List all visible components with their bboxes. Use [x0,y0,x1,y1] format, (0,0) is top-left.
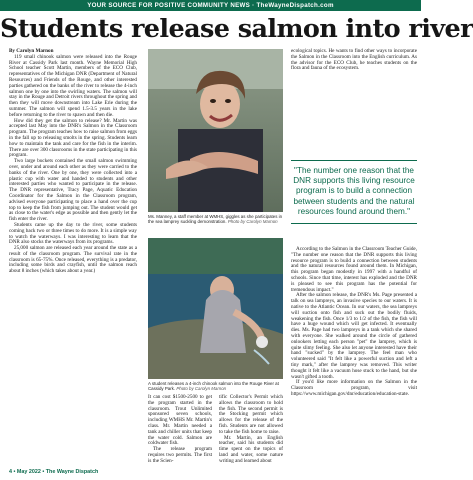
paragraph: 25,000 salmon are released each year around the state as a result of the classroom program. The survival rate in the classroom is 65-75%. Once released, everything is a predator, including some birds and crayfish, until the salmon reach about 8 inches (which takes about a year.) [9,245,137,275]
photo-credit: Photo by Carolyn Marnon [227,219,278,225]
paragraph: According to the Salmon in the Classroom Teacher Guide, "The number one reason that the DNR supports this living resource program is to build a connection between students and the natural resources found around them. In Michigan, this program began modestly in 1997 with a handful of schools. Since that time, interest has exploded and the DNR is pleased to see this program has the potential for tremendous impact." [291,246,417,293]
release-photo-image [148,238,283,379]
paragraph: Students came up the day to the river, some students coming back two or three times to do more. It is a simple way to watch the waterways. I was interesting to learn that the DNR also stocks the waterways from its programs. [9,221,137,246]
paragraph: After the salmon release, the DNR's Ms. Page presented a talk on sea lampreys, an invasive species to our waters. It is native to the Atlantic Ocean. In our waters, the sea lampreys will suction onto fish and suck out the bodily fluids, weakening the fish. Once 1/3 to 1/2 of the fish, the fish will have a huge wound which will get infected. It eventually dies. Ms. Page had two lampreys in a tank which she shared with everyone. She walked around the circle of gathered onlookers letting each person "pet" the lamprey, which is quite slimy feeling. She also let anyone interested have their hand "sucked" by the lamprey. The feel man who volunteered said "It felt like a powerful suction and left a tiny mark," after the lamprey was removed. This writer thought it felt like a vacuum hose stuck to the hand, but she wasn't gifted a tooth. [291,292,417,380]
photo-lamprey-demo [148,49,283,212]
photo-credit: Photo by Carolyn Marnon [176,386,227,392]
article-column-2 [148,395,212,465]
article-column-4 [291,49,417,72]
paragraph: tific Collector's Permit which allows the classroom to hold the fish. The second permit is the Stocking permit which allows for the release of the fish. Students are not allowed to take the fish home to raise. [219,394,283,435]
article-column-4-continued [291,247,417,398]
caption-photo2 [148,381,283,391]
byline: By Carolyn Marnon [9,48,54,54]
caption-text: Ms. Manney, a staff member at WMHS, giggles as she participates in the sea lamprey suckling demonstration. [148,214,283,225]
caption-photo1 [148,214,283,224]
paragraph: The release program requires two permits. The first is the Scien- [148,446,212,464]
paragraph: It can cost $1500-2500 to get the program started in the classroom. Trout Unlimited sponsored seven schools, including WMHS Mr. Martin's class. Mr. Martin needed a tank and chiller units that keep the water cold. Salmon are coldwater fish. [148,394,212,447]
article-column-1 [9,49,137,275]
photo-salmon-release [148,238,283,379]
paragraph: How did they get the salmon to release? Mr. Martin was accepted last May into the DNR's Salmon in the Classroom program. The program teaches how to raise salmon from eggs in the fall up to releasing smolts in the spring. Students learn how to maintain the tank and care for the fish in the interim. There are over 300 classrooms in the state participating in this program. [9,117,137,159]
paragraph: Mr. Martin, an English teacher, said his students did time spent on the topics of land and water, some nature writing and learned about [219,434,283,464]
lamprey-photo-image [148,49,283,212]
page-footer: 4 • May 2022 • The Wayne Dispatch [9,469,99,475]
paragraph: If you'd like more information on the Salmon in the Classroom program, visit https://www.michigan.gov/dnr/education/education-state. [291,379,417,397]
paragraph: Two large buckets contained the small salmon swimming over, under and around each other as they were carried to the banks of the river. One by one, they were collected into a plastic cup with water and handed to students and other interested parties who wanted to participate in the release. The DNR representative, Tracy Page, Aquatic Education Coordinator for the Salmon in the Classroom program, advised everyone participating to place a hand over the cup top to keep the fish from jumping out. The student would get as close to the water's edge as possible and then gently let the fish enter the river. [9,158,137,223]
banner-text: YOUR SOURCE FOR POSITIVE COMMUNITY NEWS · TheWayneDispatch.com [87,2,334,9]
headline: Students release salmon into river [0,14,473,44]
paragraph: ecological topics. He wants to find other ways to incorporate the Salmon in the Classroom into the English curriculum. As the advisor for the ECO Club, he teaches students on the flora and fauna of the ecosystem. [291,48,417,72]
pull-quote: "The number one reason that the DNR supports this living resource program is to build a connection between students and the natural resources found around them." [291,160,417,224]
caption-text: A student releases a 4-inch chinook salmon into the Rouge River at Cassidy Park. [148,381,279,392]
top-banner [0,0,421,11]
article-column-3 [219,395,283,465]
paragraph: 119 small chinook salmon were released into the Rouge River at Cassidy Park last month. Wayne Memorial High School teacher Scott Martin, members of the ECO Club, representatives of the Michigan DNR (Department of Natural Resources) and Friends of the Rouge, and other interested parties gathered on the banks of the river to release the 4-inch salmon one by one into the swirling waters. The salmon will stay in the Rouge and Detroit rivers throughout the spring and then they will move downstream into Lake Erie during the summer. The salmon will spend 1.5-3.5 years in the lake before returning to the river to spawn and then die. [9,53,137,118]
